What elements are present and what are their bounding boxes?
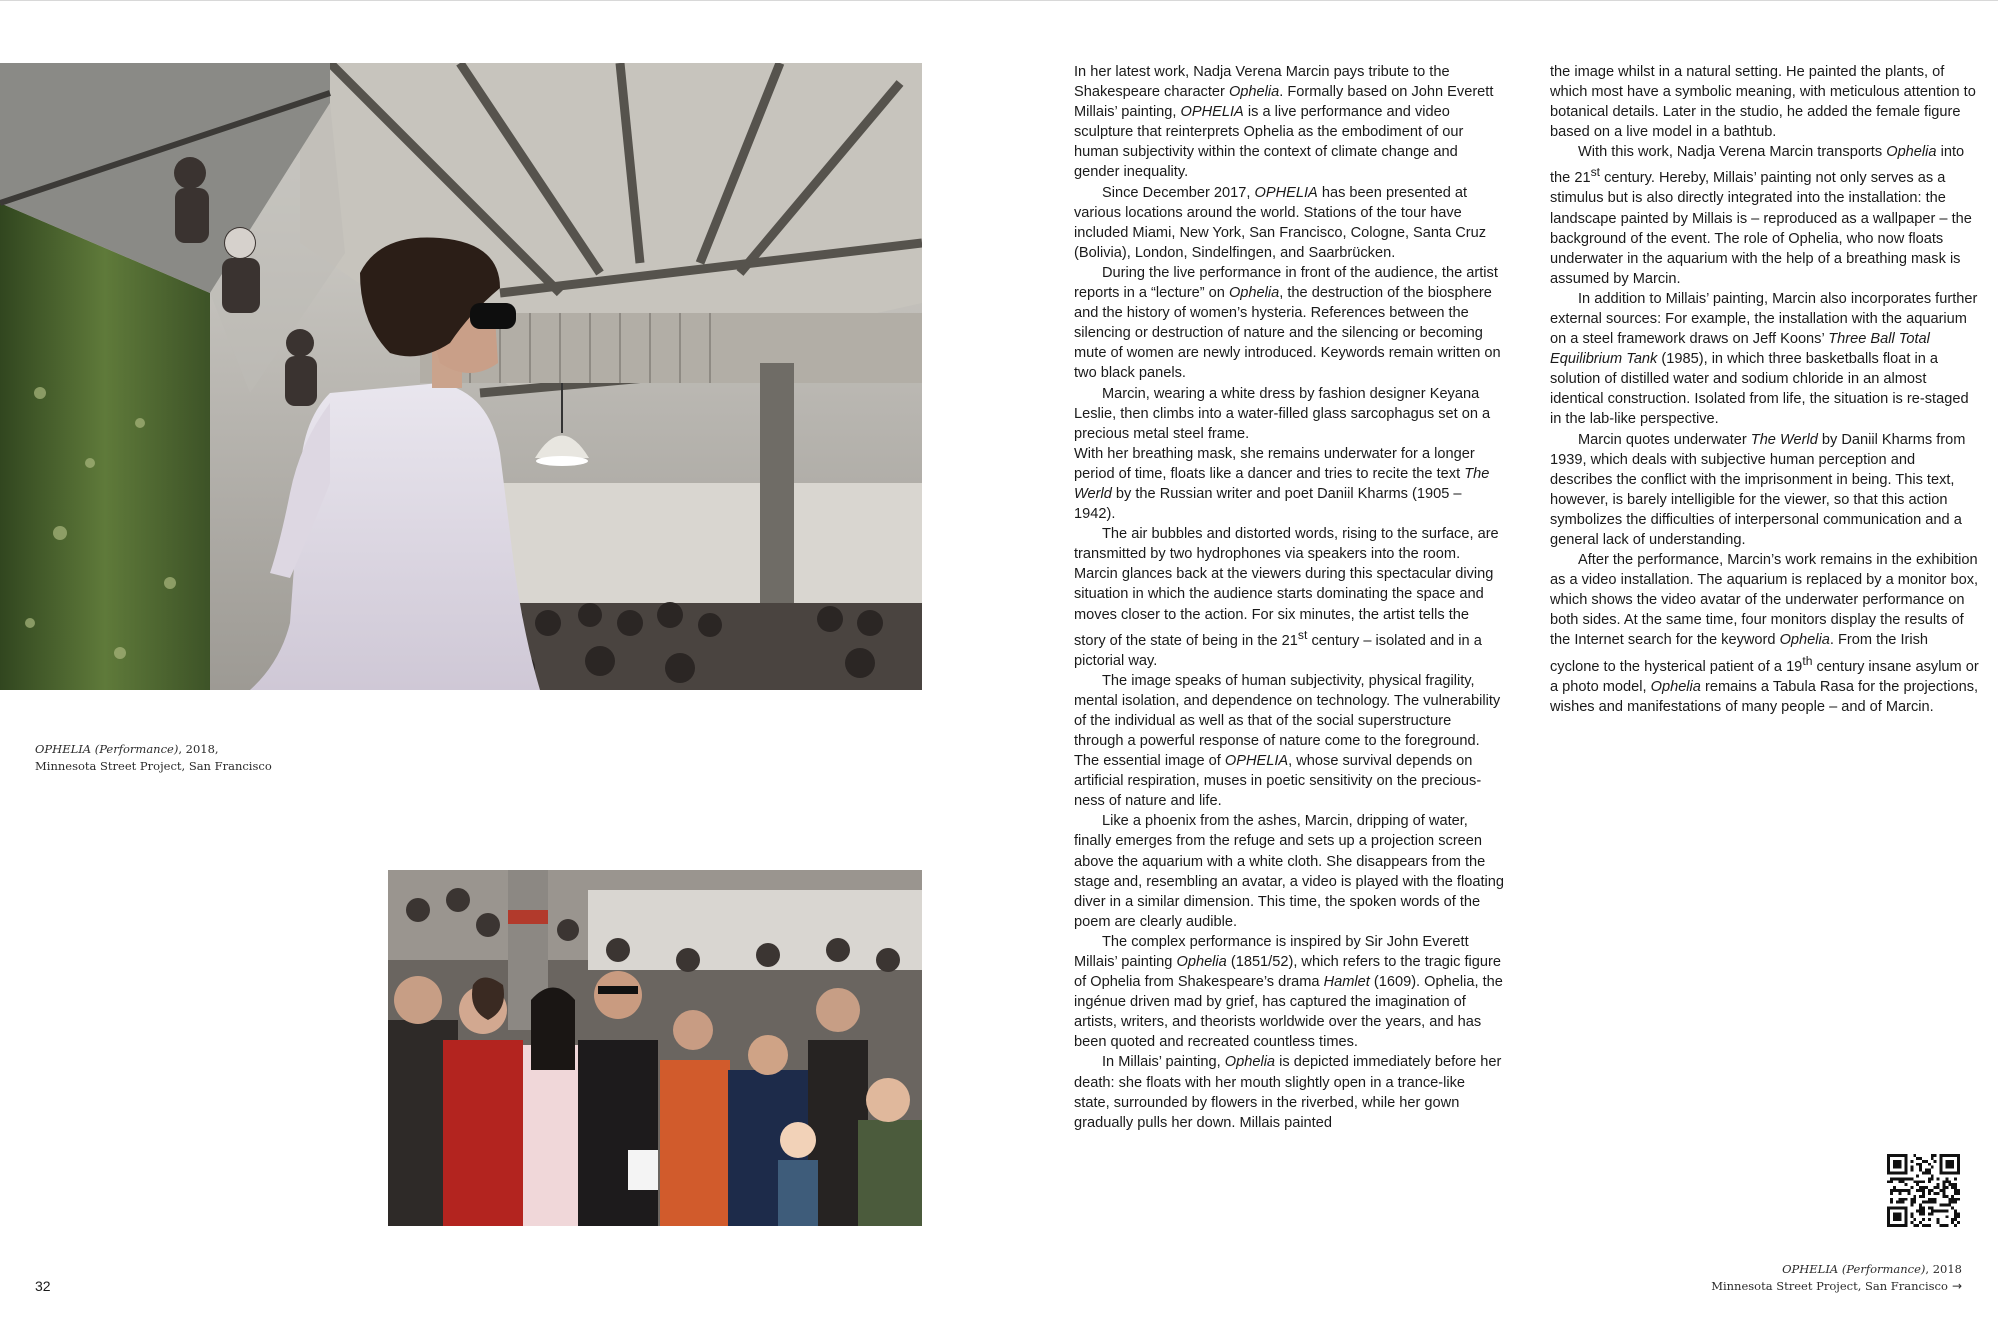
arrow-right-icon[interactable]: → — [1951, 1279, 1962, 1293]
article-paragraph: The image speaks of human subjectivity, physical fragility, mental isolation, and dependence on technology. The vulnerability of the individual as well as that of the social superstructure through a powerful response of nature come to the foreground. The essential image of OPHELIA, whose survival depends on artificial respiration, muses in poetic sensitivity on the preciousness of nature and life. — [1074, 672, 1501, 810]
caption-title: OPHELIA (Performance) — [35, 742, 179, 756]
article-paragraph: During the live performance in front of the audience, the artist reports in a “lecture” on Ophelia, the destruction of the biosphere and the history of women’s hysteria. References between the silencing or destruction of nature and the silencing or becoming mute of women are newly introduced. Keywords remain written on two black panels. — [1074, 264, 1501, 382]
caption-year: , 2018, — [178, 742, 219, 756]
article-paragraph: With this work, Nadja Verena Marcin transports Ophelia into the 21st century. Hereby, Millais’ painting not only serves as a stimulus but is also directly integrated into the installation: the landscape painted by Millais is – reproduced as a wallpaper – the background of the event. The role of Ophelia, who now floats underwater in the aquarium with the help of a breathing mask is assumed by Marcin. — [1550, 144, 1972, 287]
photo-caption-right — [1711, 1261, 1962, 1295]
article-paragraph: The complex performance is inspired by Sir John Everett Millais’ painting Ophelia (1851/52), which refers to the tragic figure of Ophelia from Shakespeare’s drama Hamlet (1609). Ophelia, the ingénue driven mad by grief, has captured the imagination of artists, writers, and theorists worldwide over the years, and has been quoted and recreated countless times. — [1074, 933, 1503, 1051]
caption-location: Minnesota Street Project, San Francisco — [1711, 1279, 1948, 1293]
caption-line-1 — [1711, 1261, 1962, 1278]
article-paragraph: Marcin quotes underwater The Werld by Daniil Kharms from 1939, which deals with subjective human perception and describes the conflict with the imprisonment in being. This text, however, is barely intelligible for the viewer, so that this action symbolizes the difficulties of interpersonal communication and a general lack of understanding. — [1550, 431, 1966, 549]
caption-location: Minnesota Street Project, San Francisco — [35, 759, 272, 773]
article-paragraph: In Millais’ painting, Ophelia is depicted immediately before her death: she floats with her mouth slightly open in a trance-like state, surrounded by flowers in the riverbed, while her gown gradually pulls her down. Millais painted — [1074, 1054, 1502, 1131]
page-top-rule — [0, 0, 1998, 1]
caption-title: OPHELIA (Performance) — [1782, 1262, 1926, 1276]
article-paragraph: Marcin, wearing a white dress by fashion designer Keyana Leslie, then climbs into a water-filled glass sarcophagus set on a precious metal steel frame. With her breathing mask, she remains underwater for a longer period of time, floats like a dancer and tries to recite the text The Werld by the Russian writer and poet Daniil Kharms (1905 – 1942). — [1074, 385, 1491, 523]
article-paragraph: Like a phoenix from the ashes, Marcin, dripping of water, finally emerges from the refuge and sets up a projection screen above the aquarium with a white cloth. She disappears from the stage and, resembling an avatar, a video is played with the floating diver in a similar dimension. This time, the spoken words of the poem are clearly audible. — [1074, 813, 1504, 930]
article-paragraph: In addition to Millais’ painting, Marcin also incorporates further external sources: For example, the installation with the aquarium on a steel framework draws on Jeff Koons’ Three Ball Total Equilibrium Tank (1985), in which three basketballs float in a solution of distilled water and sodium chloride in an almost identical construction. Isolated from life, the situation is re-staged in the lab-like perspective. — [1550, 290, 1978, 428]
article-paragraph: After the performance, Marcin’s work remains in the exhibition as a video installation. The aquarium is replaced by a monitor box, which shows the video avatar of the underwater performance on both sides. At the same time, four monitors display the results of the Internet search for the keyword Ophelia. From the Irish cyclone to the hysterical patient of a 19th century insane asylum or a photo model, Ophelia remains a Tabula Rasa for the projections, wishes and manifestations of many people – and of Marcin. — [1550, 552, 1979, 715]
article-column-2 — [1550, 62, 1980, 717]
caption-line-2 — [1711, 1278, 1962, 1295]
caption-year: , 2018 — [1925, 1262, 1962, 1276]
page-number: 32 — [35, 1278, 51, 1294]
qr-code-icon[interactable] — [1887, 1154, 1960, 1227]
article-paragraph: In her latest work, Nadja Verena Marcin pays tribute to the Shakespeare character Ophelia. Formally based on John Everett Millais’ painting, OPHELIA is a live performance and video sculpture that reinterprets Ophelia as the embodiment of our human subjectivity within the context of climate change and gender inequality. — [1074, 64, 1494, 181]
caption-line-1 — [35, 741, 272, 758]
performance-photo-audience — [388, 870, 922, 1226]
article-paragraph: The air bubbles and distorted words, rising to the surface, are transmitted by two hydrophones via speakers into the room. Marcin glances back at the viewers during this spectacular diving situation in which the audience starts dominating the space and moves closer to the action. For six minutes, the artist tells the story of the state of being in the 21st century – isolated and in a pictorial way. — [1074, 526, 1499, 669]
photo-caption-left — [35, 741, 272, 775]
article-paragraph: the image whilst in a natural setting. He painted the plants, of which most have a symbolic meaning, with meticulous attention to botanical details. Later in the studio, he added the female figure based on a live model in a bathtub. — [1550, 64, 1976, 141]
article-column-1 — [1074, 62, 1504, 1133]
performance-photo-main — [0, 63, 922, 690]
article-paragraph: Since December 2017, OPHELIA has been presented at various locations around the world. Stations of the tour have included Miami, New York, San Francisco, Cologne, Santa Cruz (Bolivia), London, Sindelfingen, and Saarbrücken. — [1074, 184, 1487, 261]
